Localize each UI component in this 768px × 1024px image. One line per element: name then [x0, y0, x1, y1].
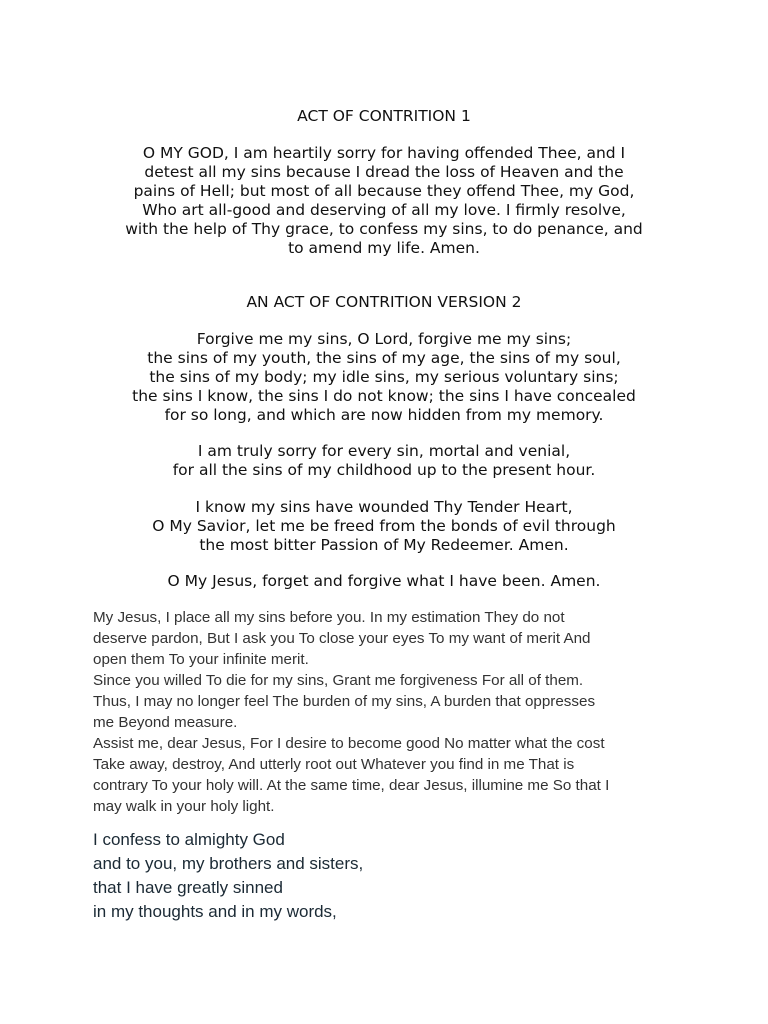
- prayer2-line: I know my sins have wounded Thy Tender Heart,: [195, 498, 573, 516]
- prayer3-body: [93, 607, 683, 817]
- prayer3-line: Assist me, dear Jesus, For I desire to become good No matter what the cost: [93, 735, 605, 752]
- confiteor-line: and to you, my brothers and sisters,: [93, 854, 364, 873]
- prayer1-body: [84, 144, 684, 258]
- prayer3-line: contrary To your holy will. At the same time, dear Jesus, illumine me So that I: [93, 777, 610, 794]
- prayer2-stanza4: [84, 572, 684, 591]
- prayer2-line: Forgive me my sins, O Lord, forgive me my sins;: [196, 330, 572, 348]
- prayer2-line: the sins of my body; my idle sins, my serious voluntary sins;: [149, 368, 619, 386]
- prayer1-line: pains of Hell; but most of all because they offend Thee, my God,: [133, 182, 635, 200]
- prayer3-line: My Jesus, I place all my sins before you. In my estimation They do not: [93, 609, 565, 626]
- confiteor-line: that I have greatly sinned: [93, 878, 283, 897]
- prayer2-line: for all the sins of my childhood up to the present hour.: [172, 461, 596, 479]
- prayer1-line: to amend my life. Amen.: [288, 239, 480, 257]
- prayer3-line: may walk in your holy light.: [93, 798, 275, 815]
- prayer2-line: O My Jesus, forget and forgive what I have been. Amen.: [167, 572, 601, 590]
- prayer1-title: ACT OF CONTRITION 1: [297, 107, 471, 125]
- confiteor-body: [93, 828, 683, 924]
- prayer3-line: Thus, I may no longer feel The burden of my sins, A burden that oppresses: [93, 693, 596, 710]
- prayer3-line: me Beyond measure.: [93, 714, 238, 731]
- confiteor-line: I confess to almighty God: [93, 830, 285, 849]
- prayer1-line: with the help of Thy grace, to confess my sins, to do penance, and: [125, 220, 643, 238]
- prayer2-stanza3: [84, 498, 684, 555]
- prayer2-line: the sins I know, the sins I do not know; the sins I have concealed: [132, 387, 636, 405]
- prayer2-line: the most bitter Passion of My Redeemer. Amen.: [199, 536, 569, 554]
- prayer1-line: detest all my sins because I dread the loss of Heaven and the: [144, 163, 624, 181]
- prayer1-line: O MY GOD, I am heartily sorry for having offended Thee, and I: [142, 144, 626, 162]
- prayer2-title: AN ACT OF CONTRITION VERSION 2: [246, 293, 522, 311]
- confiteor-line: in my thoughts and in my words,: [93, 902, 337, 921]
- prayer3-line: open them To your infinite merit.: [93, 651, 309, 668]
- prayer2-line: the sins of my youth, the sins of my age, the sins of my soul,: [147, 349, 621, 367]
- prayer2-stanza2: [84, 442, 684, 480]
- prayer1-line: Who art all-good and deserving of all my love. I firmly resolve,: [142, 201, 626, 219]
- prayer2-line: I am truly sorry for every sin, mortal and venial,: [197, 442, 571, 460]
- prayer2-line: O My Savior, let me be freed from the bonds of evil through: [152, 517, 616, 535]
- prayer3-line: deserve pardon, But I ask you To close your eyes To my want of merit And: [93, 630, 591, 647]
- prayer3-line: Since you willed To die for my sins, Grant me forgiveness For all of them.: [93, 672, 584, 689]
- prayer2-line: for so long, and which are now hidden from my memory.: [164, 406, 604, 424]
- prayer2-stanza1: [84, 330, 684, 425]
- prayer3-line: Take away, destroy, And utterly root out Whatever you find in me That is: [93, 756, 575, 773]
